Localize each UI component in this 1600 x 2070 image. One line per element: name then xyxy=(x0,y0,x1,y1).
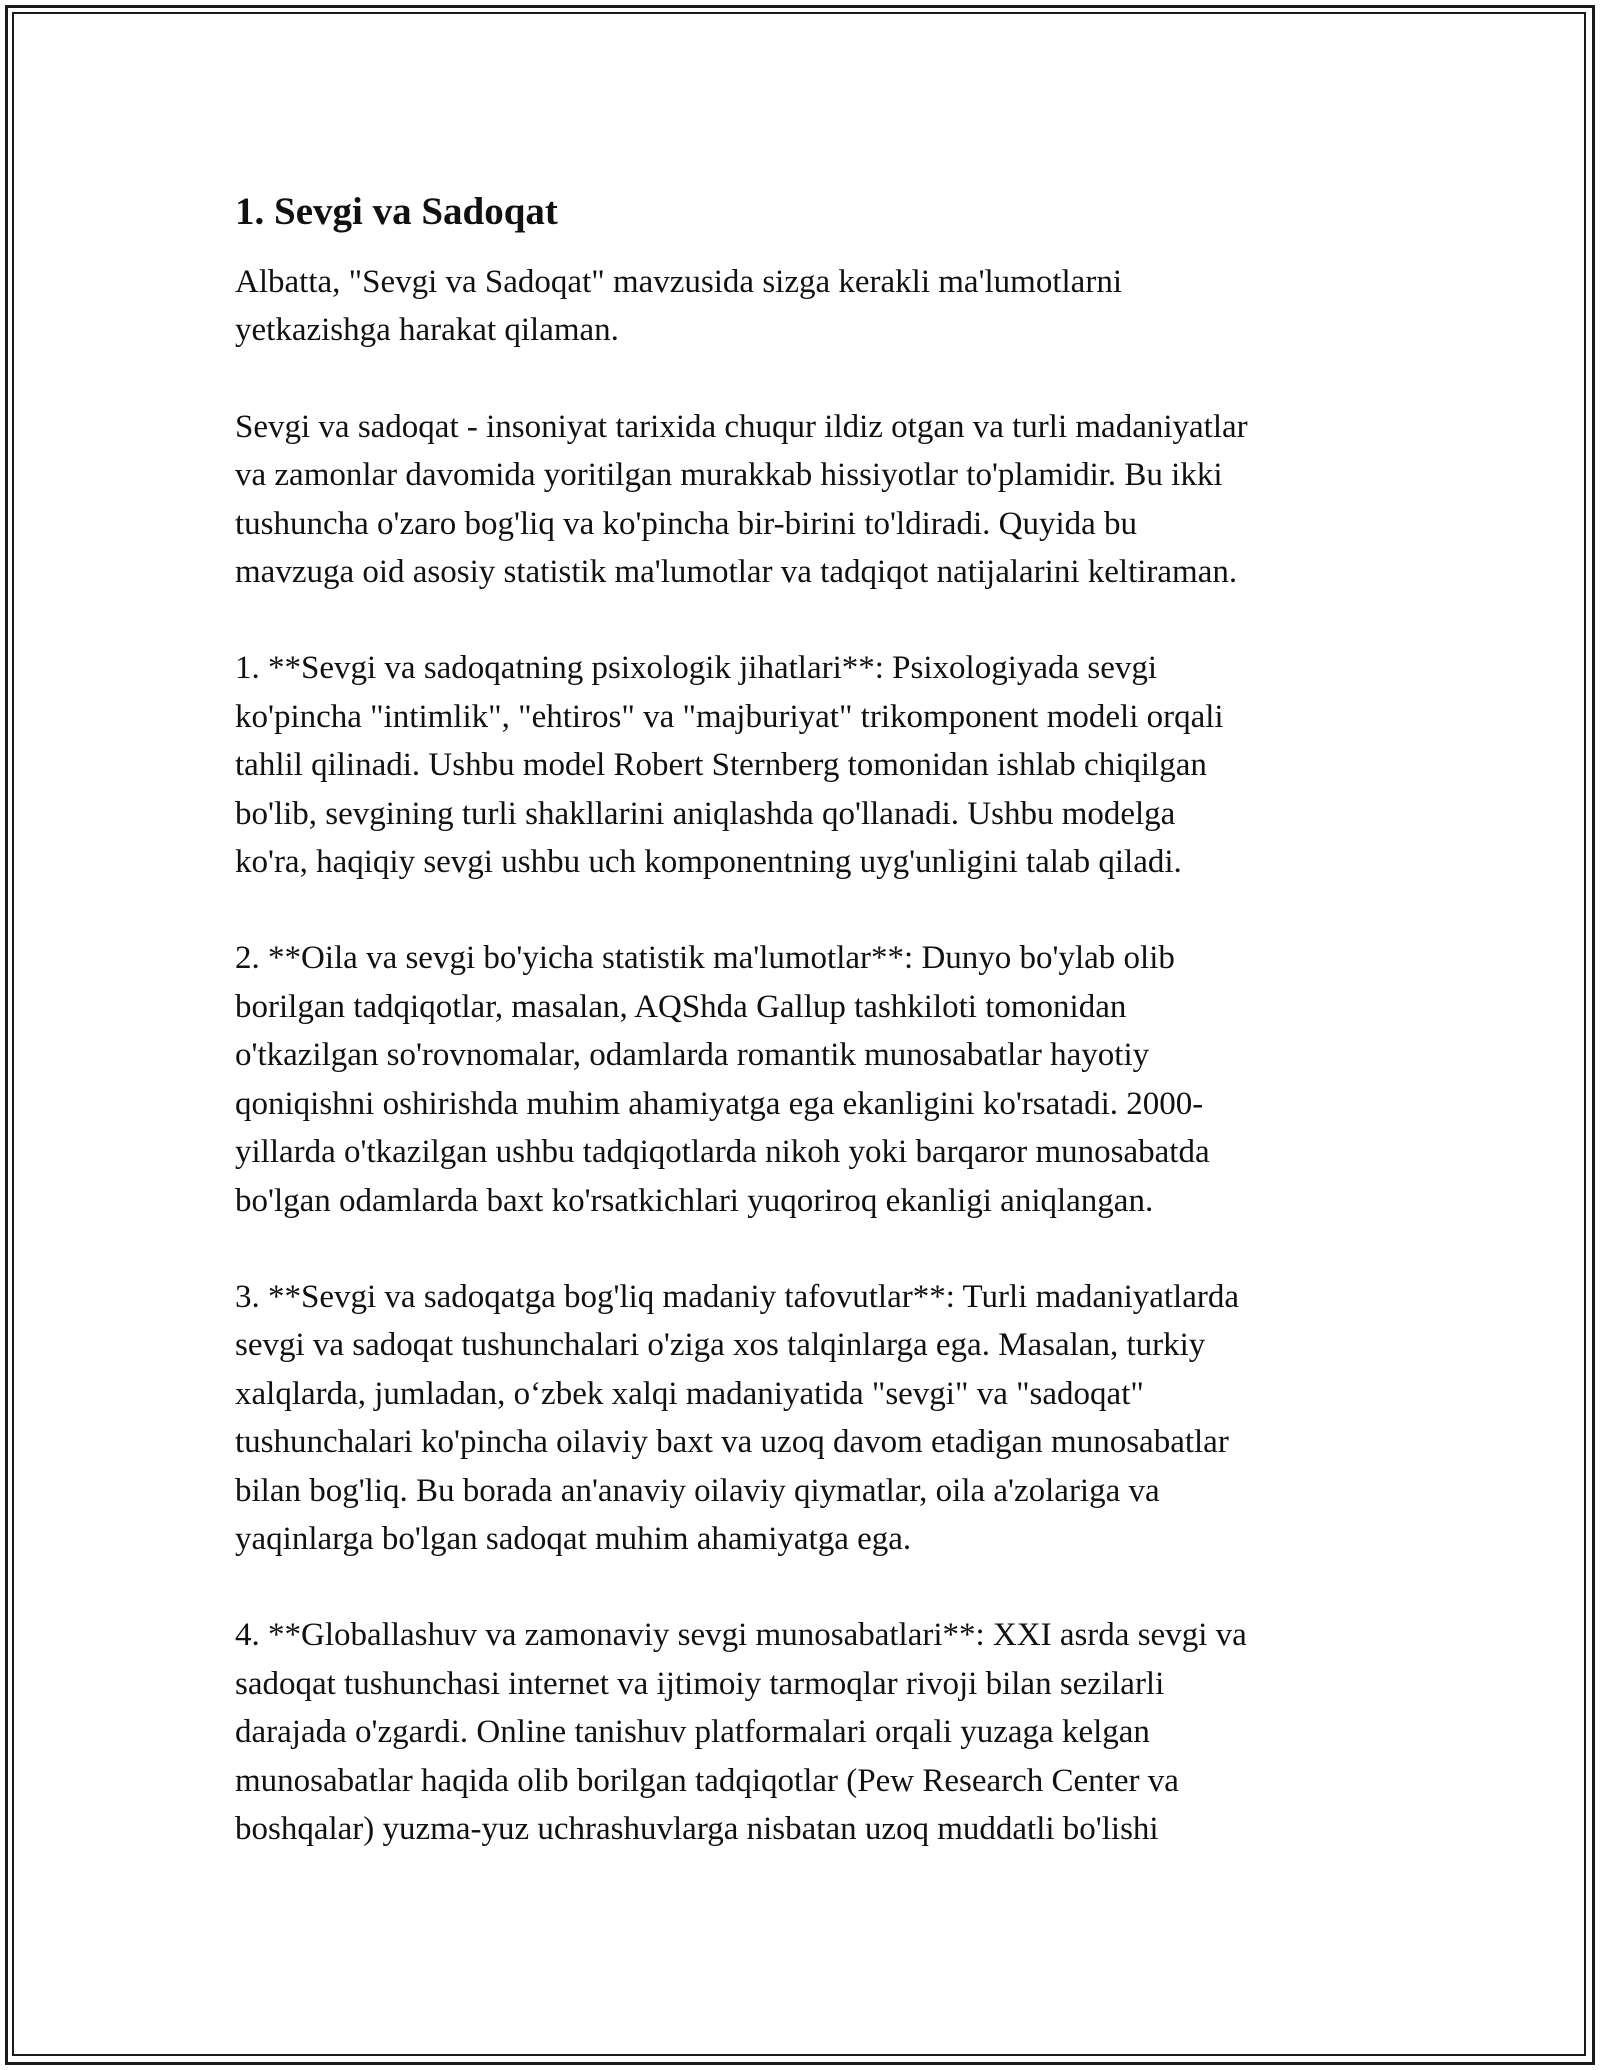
document-body xyxy=(235,186,1365,1901)
paragraph-overview: Sevgi va sadoqat - insoniyat tarixida chuqur ildiz otgan va turli madaniyatlar va zamonlar davomida yoritilgan murakkab hissiyotlar to'plamidir. Bu ikki tushuncha o'zaro bog'liq va ko'pincha bir-birini to'ldiradi. Quyida bu mavzuga oid asosiy statistik ma'lumotlar va tadqiqot natijalarini keltiraman. xyxy=(235,408,1248,591)
paragraph-intro: Albatta, "Sevgi va Sadoqat" mavzusida sizga kerakli ma'lumotlarni yetkazishga harakat qilaman. xyxy=(235,264,1122,349)
paragraph-item-1: 1. **Sevgi va sadoqatning psixologik jihatlari**: Psixologiyada sevgi ko'pincha "intimlik", "ehtiros" va "majburiyat" trikomponent modeli orqali tahlil qilinadi. Ushbu model Robert Sternberg tomonidan ishlab chiqilgan bo'lib, sevgining turli shakllarini aniqlashda qo'llanadi. Ushbu modelga ko'ra, haqiqiy sevgi ushbu uch komponentning uyg'unligini talab qiladi. xyxy=(235,650,1224,881)
document-title: 1. Sevgi va Sadoqat xyxy=(235,190,558,233)
paragraph-item-2: 2. **Oila va sevgi bo'yicha statistik ma'lumotlar**: Dunyo bo'ylab olib borilgan tadqiqotlar, masalan, AQShda Gallup tashkiloti tomonidan o'tkazilgan so'rovnomalar, odamlarda romantik munosabatlar hayotiy qoniqishni oshirishda muhim ahamiyatga ega ekanligini ko'rsatadi. 2000- yillarda o'tkazilgan ushbu tadqiqotlarda nikoh yoki barqaror munosabatda bo'lgan odamlarda baxt ko'rsatkichlari yuqoriroq ekanligi aniqlangan. xyxy=(235,940,1210,1219)
paragraph-item-3: 3. **Sevgi va sadoqatga bog'liq madaniy tafovutlar**: Turli madaniyatlarda sevgi va sadoqat tushunchalari o'ziga xos talqinlarga ega. Masalan, turkiy xalqlarda, jumladan, o‘zbek xalqi madaniyatida "sevgi" va "sadoqat" tushunchalari ko'pincha oilaviy baxt va uzoq davom etadigan munosabatlar bilan bog'liq. Bu borada an'anaviy oilaviy qiymatlar, oila a'zolariga va yaqinlarga bo'lgan sadoqat muhim ahamiyatga ega. xyxy=(235,1278,1240,1557)
paragraph-item-4: 4. **Globallashuv va zamonaviy sevgi munosabatlari**: XXI asrda sevgi va sadoqat tushunchasi internet va ijtimoiy tarmoqlar rivoji bilan sezilarli darajada o'zgardi. Online tanishuv platformalari orqali yuzaga kelgan munosabatlar haqida olib borilgan tadqiqotlar (Pew Research Center va boshqalar) yuzma-yuz uchrashuvlarga nisbatan uzoq muddatli bo'lishi xyxy=(235,1617,1247,1847)
